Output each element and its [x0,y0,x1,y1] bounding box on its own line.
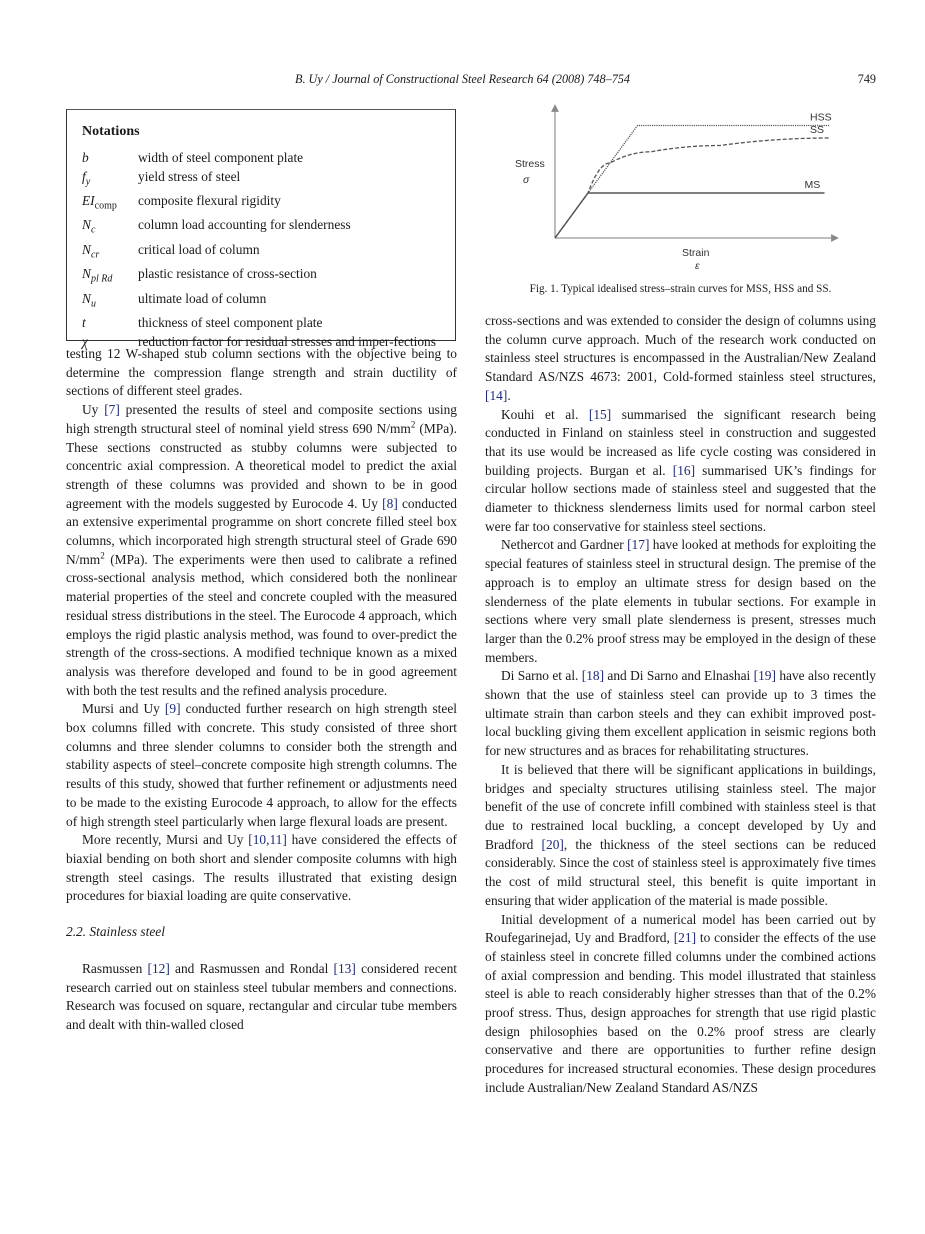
citation-link[interactable]: [8] [382,495,398,511]
citation-link[interactable]: [18] [581,668,605,684]
notation-definition: plastic resistance of cross-section [138,266,317,282]
notation-symbol: $N_u$ [82,290,96,310]
paragraph: cross-sections and was extended to consider the design of columns using the column curve approach. Much of the research work conducted on stainless steel structures is encompassed in the Australian/New Zealand Standard AS/NZS 4673: 2001, Cold-formed stainless steel structures, [14]. [485,313,876,403]
journal-citation: B. Uy / Journal of Constructional Steel Research 64 (2008) 748–754 [295,72,630,86]
notation-symbol: $N_c$ [82,217,96,237]
citation-link[interactable]: [14] [485,387,508,403]
notation-definition: reduction factor for residual stresses and imper-fections [138,333,436,349]
right-column [485,312,876,1098]
citation-link[interactable]: [10,11] [248,832,287,848]
legend-label-ms: MS [804,179,821,191]
paragraph: It is believed that there will be significant applications in buildings, bridges and specialty structures utilising stainless steel. The major benefit of the use of concrete infill combined with stainless steel is that due to restrained local buckling, a concept developed by Uy and Bradford [20], the thickness of the steel sections can be reduced considerably. Since the cost of stainless steel is approximately five times the cost of mild structural steel, this benefit is quite important in ensuring that wider application of the material is made possible. [485,761,876,908]
notation-symbol: $EI_{comp}$ [82,193,117,212]
notation-row [82,168,441,192]
notation-definition: yield stress of steel [138,168,241,184]
figure-caption: Fig. 1. Typical idealised stress–strain curves for MSS, HSS and SS. [529,283,832,295]
notation-symbol: χ [82,333,88,349]
paragraph: testing 12 W-shaped stub column sections with the objective being to determine the compression flange strength and strain ductility of sections of different steel grades. [66,346,457,399]
x-axis-label: Strain [682,247,710,259]
citation-link[interactable]: [9] [164,701,181,717]
notation-definition: composite flexural rigidity [138,193,281,209]
x-axis-symbol: ε [695,260,700,272]
notation-definition: critical load of column [138,241,260,257]
paragraph: Rasmussen [12] and Rasmussen and Rondal [13] considered recent research carried out on stainless steel tubular members and connections. Research was focused on square, rectangular and circular tube members and dealt with thin-walled closed [66,960,457,1032]
paragraph: More recently, Mursi and Uy [10,11] have considered the effects of biaxial bending on both short and slender composite columns with high strength steel casings. The results illustrated that existing design procedures for biaxial loading are quite conservative. [66,832,457,904]
paragraph: Kouhi et al. [15] summarised the significant research being conducted in Finland on stainless steel in construction and suggested that its use would be increased as life cycle costing was considered in building projects. Burgan et al. [16] summarised UK’s findings for circular hollow sections made of stainless steel and suggested that the diameter to thickness slenderness limits used for normal carbon steel were far too conservative for stainless steel sections. [485,406,876,534]
y-axis-label: Stress [515,158,545,170]
notation-row [82,265,441,289]
series-line-hss [555,126,830,239]
citation-link[interactable]: [19] [753,668,776,684]
paragraph: Initial development of a numerical model has been carried out by Roufegarinejad, Uy and Bradford, [21] to consider the effects of the use of stainless steel in concrete filled columns under the combined actions of axial compression and bending. This model illustrated that stainless steel is able to reach considerably higher stresses than that of the 0.2% proof stress. Thus, design approaches for strength that use rigid plastic design philosophies based on the 0.2% proof stress are clearly conservative and there are opportunities to further refine design procedures for increased structural economies. These design procedures include Australian/New Zealand Standard AS/NZS [485,911,876,1095]
legend-label-hss: HSS [810,111,832,124]
legend-label-ss: SS [810,124,825,136]
notation-symbol: t [82,314,86,330]
paragraph: Uy [7] presented the results of steel and composite sections using high strength structural steel of nominal yield stress 690 $N/mm^2$ (MPa). These sections constructed as stubby columns were subjected to concentric axial compression. A theoretical model to predict the axial strength of these columns was provided and shown to be in good agreement with the models suggested by Eurocode 4. Uy [8] conducted an extensive experimental programme on short concrete filled steel box columns, which incorporated high strength structural steel of Grade 690 $N/mm^2$ (MPa). The experiments were then used to calibrate a refined cross-sectional analysis method, which considered both the nonlinear material properties of the steel and concrete coupled with the measured residual stress distributions in the steel. The Eurocode 4 approach, which employs the rigid plastic analysis method, was found to over-predict the strength of the cross-sections. A modified technique known as a mixed analysis was therefore developed and found to be in good agreement with both the test results and the refined analysis procedure. [66,402,458,698]
figure-1 [505,98,875,298]
notation-row [82,290,441,314]
citation-link[interactable]: [17] [627,537,650,553]
notation-row [82,192,441,216]
notation-definition: ultimate load of column [138,290,267,306]
notation-symbol: $N_{cr}$ [82,241,100,261]
notations-list [82,149,441,351]
stress-strain-chart [505,98,875,278]
section-heading: 2.2. Stainless steel [66,924,165,940]
notations-heading: Notations [82,124,140,139]
citation-link[interactable]: [21] [673,930,697,946]
y-axis-symbol: σ [523,174,530,186]
citation-link[interactable]: [13] [333,960,356,976]
notation-row [82,314,441,333]
notation-row [82,149,441,168]
citation-link[interactable]: [12] [147,960,170,976]
notation-row [82,241,441,265]
page-number: 749 [857,72,876,86]
notation-symbol: b [82,150,89,165]
citation-link[interactable]: [20] [541,836,564,852]
notation-symbol: $f_y$ [82,168,91,188]
paragraph: Nethercot and Gardner [17] have looked at methods for exploiting the special features of stainless steel in structural design. The premise of the approach is to employ an ultimate stress for design based on the slenderness of the plate elements in tubular sections. For example in sections where very small plate slenderness is present, stresses much larger than the 0.2% proof stress may be employed in the design of these members. [485,537,876,665]
paragraph: Di Sarno et al. [18] and Di Sarno and Elnashai [19] have also recently shown that the use of stainless steel can provide up to 3 times the ultimate strain than carbon steels and they can exhibit improved post-local buckling giving them excellent application in seismic regions both for new structures and as braces for rehabilitating structures. [485,668,877,759]
notation-definition: width of steel component plate [138,150,304,165]
notations-box [66,109,456,349]
series-line-ss [555,138,830,238]
paragraph: Mursi and Uy [9] conducted further research on high strength steel box columns filled with concrete. This study consisted of three short columns and three slender columns to consider both the strength and stability aspects of steel–concrete composite high strength columns. The results of this study, showed that further refinement or adjustments need to be made to the existing Eurocode 4 approach, to allow for the effects of high strength steel particularly when large flexural loads are present. [66,701,457,829]
notation-row [82,216,441,240]
citation-link[interactable]: [15] [588,406,612,422]
running-head [0,72,925,90]
citation-link[interactable]: [7] [104,402,120,418]
citation-link[interactable]: [16] [672,462,696,478]
notation-definition: column load accounting for slenderness [138,217,351,233]
notation-definition: thickness of steel component plate [138,314,323,330]
left-column [66,345,457,1035]
series-line-ms [555,193,825,238]
notation-symbol: $N_{pl Rd}$ [82,266,113,285]
